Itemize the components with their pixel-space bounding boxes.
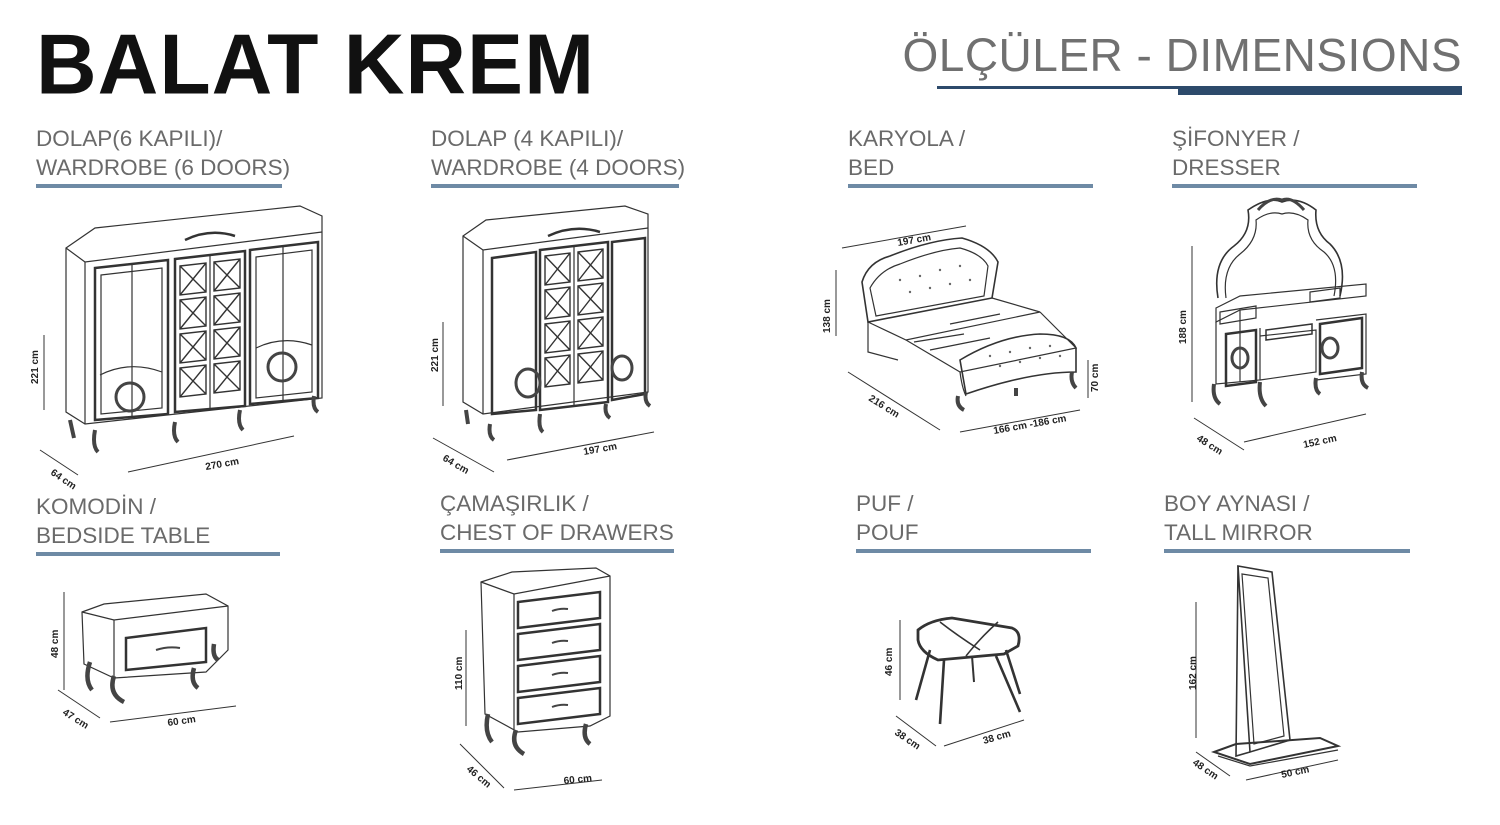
title-en: POUF bbox=[856, 520, 919, 545]
title-en: CHEST OF DRAWERS bbox=[440, 520, 674, 545]
dim-bedside-depth: 47 cm bbox=[60, 707, 91, 732]
title-tr: DOLAP(6 KAPILI)/ bbox=[36, 126, 223, 151]
dim-pouf-height: 46 cm bbox=[884, 647, 895, 676]
dim-bedside-height: 48 cm bbox=[50, 629, 61, 658]
chest-of-drawers-drawing bbox=[460, 568, 610, 790]
dimensions-title: ÖLÇÜLER - DIMENSIONS bbox=[902, 29, 1462, 81]
title-en: BED bbox=[848, 155, 895, 180]
dim-pouf-depth: 38 cm bbox=[892, 727, 922, 753]
tall-mirror-drawing bbox=[1196, 566, 1338, 780]
title-tr: BOY AYNASI / bbox=[1164, 491, 1310, 516]
title-en: DRESSER bbox=[1172, 155, 1281, 180]
pouf-drawing bbox=[896, 618, 1024, 746]
dim-pouf-width: 38 cm bbox=[981, 728, 1013, 747]
dim-wardrobe6-height: 221 cm bbox=[30, 350, 41, 384]
bedside-table-drawing bbox=[58, 592, 236, 722]
dim-chest-depth: 46 cm bbox=[464, 763, 493, 791]
dim-wardrobe6-width: 270 cm bbox=[204, 456, 240, 473]
title-tr: ŞİFONYER / bbox=[1172, 126, 1300, 151]
title-tr: KOMODİN / bbox=[36, 494, 157, 519]
dim-bed-headboard-height: 138 cm bbox=[822, 299, 833, 333]
dim-mirror-width: 50 cm bbox=[1280, 764, 1311, 781]
title-tr: KARYOLA / bbox=[848, 126, 966, 151]
wardrobe-4-drawing bbox=[433, 206, 654, 472]
title-en: WARDROBE (6 DOORS) bbox=[36, 155, 291, 180]
dim-bed-headboard-width: 197 cm bbox=[896, 232, 932, 249]
dim-chest-height: 110 cm bbox=[454, 656, 465, 690]
title-en: TALL MIRROR bbox=[1164, 520, 1313, 545]
dim-bedside-width: 60 cm bbox=[166, 714, 197, 729]
dim-mirror-height: 162 cm bbox=[1188, 656, 1199, 690]
dim-wardrobe4-height: 221 cm bbox=[430, 338, 441, 372]
title-tr: DOLAP (4 KAPILI)/ bbox=[431, 126, 624, 151]
dim-chest-width: 60 cm bbox=[563, 773, 593, 787]
wardrobe-6-drawing bbox=[40, 206, 322, 475]
dim-bed-length: 216 cm bbox=[866, 393, 902, 421]
dim-bed-width: 166 cm -186 cm bbox=[992, 413, 1068, 437]
title-en: BEDSIDE TABLE bbox=[36, 523, 211, 548]
brand-title: BALAT KREM bbox=[36, 16, 596, 112]
dim-wardrobe4-depth: 64 cm bbox=[440, 453, 471, 477]
title-tr: ÇAMAŞIRLIK / bbox=[440, 491, 589, 516]
dim-mirror-depth: 48 cm bbox=[1190, 757, 1220, 783]
dim-dresser-width: 152 cm bbox=[1302, 433, 1338, 451]
dim-wardrobe6-depth: 64 cm bbox=[48, 467, 78, 493]
title-en: WARDROBE (4 DOORS) bbox=[431, 155, 686, 180]
dim-bed-foot-height: 70 cm bbox=[1090, 363, 1101, 392]
dim-dresser-depth: 48 cm bbox=[1194, 433, 1225, 458]
dresser-drawing bbox=[1192, 199, 1368, 450]
dim-dresser-height: 188 cm bbox=[1178, 310, 1189, 344]
title-tr: PUF / bbox=[856, 491, 914, 516]
dim-wardrobe4-width: 197 cm bbox=[582, 441, 618, 458]
